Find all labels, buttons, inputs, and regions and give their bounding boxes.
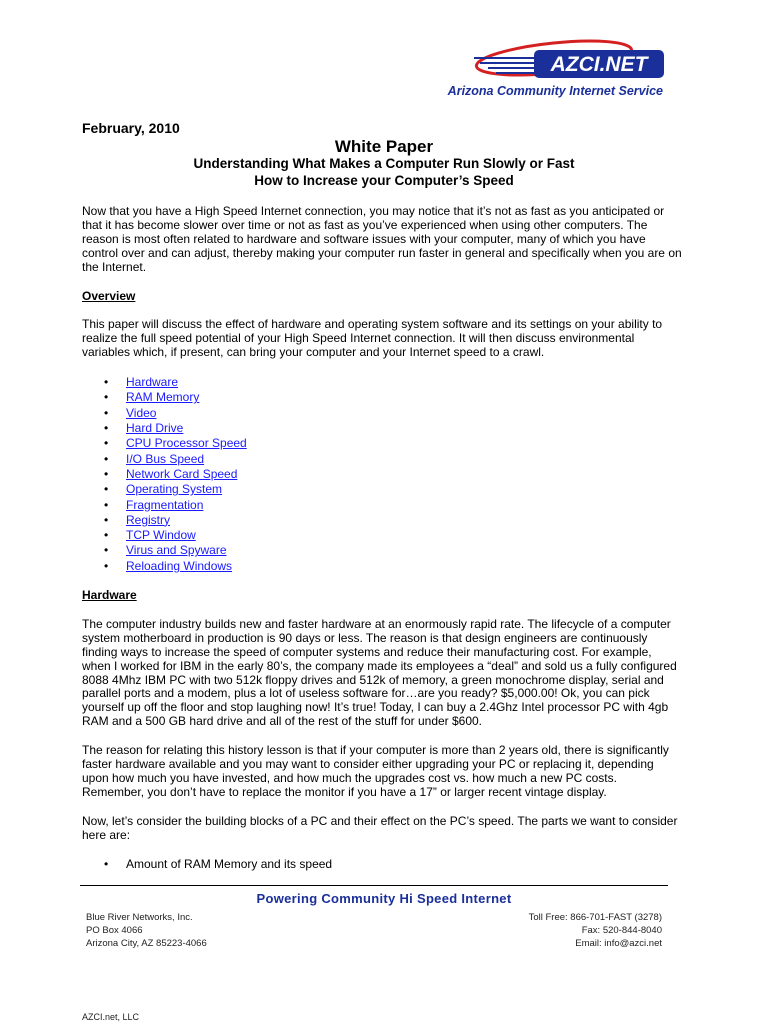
toc-link-ram-memory[interactable]: RAM Memory <box>126 390 200 405</box>
overview-heading: Overview <box>82 288 136 303</box>
toc-link-network-card-speed[interactable]: Network Card Speed <box>126 466 238 481</box>
address-line: Arizona City, AZ 85223-4066 <box>86 938 207 949</box>
toc-item <box>126 543 682 558</box>
toc-item <box>126 498 682 513</box>
toc-link-tcp-window[interactable]: TCP Window <box>126 528 196 543</box>
footer-slogan: Powering Community Hi Speed Internet <box>256 891 512 906</box>
address-line: Blue River Networks, Inc. <box>86 912 193 923</box>
toc-item <box>126 406 682 421</box>
toc-link-io-bus-speed[interactable]: I/O Bus Speed <box>126 451 205 466</box>
azci-logo <box>466 36 666 86</box>
toc-link-hard-drive[interactable]: Hard Drive <box>126 421 184 436</box>
toc-link-operating-system[interactable]: Operating System <box>126 482 223 497</box>
toc-link-cpu-speed[interactable]: CPU Processor Speed <box>126 436 247 451</box>
toc-link-video[interactable]: Video <box>126 405 157 420</box>
document-title: White Paper <box>334 137 434 156</box>
document-date: February, 2010 <box>82 120 180 136</box>
table-of-contents <box>82 375 682 574</box>
logo-text: AZCI.NET <box>550 53 648 76</box>
toc-link-hardware[interactable]: Hardware <box>126 375 179 390</box>
address-line: PO Box 4066 <box>86 925 143 936</box>
toc-item <box>126 528 682 543</box>
footer-divider <box>80 885 668 886</box>
toc-link-virus-spyware[interactable]: Virus and Spyware <box>126 543 227 558</box>
hardware-paragraph-3: Now, let’s consider the building blocks of a PC and their effect on the PC’s speed. The parts we want to consider here are: <box>82 813 678 842</box>
document-body <box>82 205 682 872</box>
toc-link-registry[interactable]: Registry <box>126 512 171 527</box>
toc-item <box>126 559 682 574</box>
overview-paragraph: This paper will discuss the effect of hardware and operating system software and its settings on your ability to realize the full speed potential of your High Speed Internet connection. It will then discuss environmental variables which, if present, can bring your computer and your Internet speed to a crawl. <box>82 317 663 360</box>
toc-item <box>126 482 682 497</box>
toc-item <box>126 513 682 528</box>
toc-item <box>126 421 682 436</box>
toc-item <box>126 375 682 390</box>
tagline: Arizona Community Internet Service <box>447 84 663 98</box>
toc-item <box>126 390 682 405</box>
pc-parts-list <box>82 858 682 872</box>
hardware-heading: Hardware <box>82 588 137 603</box>
company-name: AZCI.net, LLC <box>82 1012 140 1022</box>
contact-phone: Toll Free: 866-701-FAST (3278) <box>528 912 662 923</box>
list-item: • Amount of RAM Memory and its speed <box>126 858 682 872</box>
contact-email: Email: info@azci.net <box>575 938 662 949</box>
contact-fax: Fax: 520-844-8040 <box>581 925 662 936</box>
toc-link-reloading-windows[interactable]: Reloading Windows <box>126 558 233 573</box>
intro-paragraph: Now that you have a High Speed Internet connection, you may notice that it’s not as fast as you anticipated or that it has become slower over time or not as fast as you’ve experienced when using other computers. The reason is most often related to hardware and software issues with your computer, many of which you have control over and can adjust, thereby making your computer run faster in general and specifically when you are on the Internet. <box>82 204 682 274</box>
hardware-paragraph-1: The computer industry builds new and faster hardware at an enormously rapid rate. The lifecycle of a computer system motherboard in production is 90 days or less. The reason is that design engineers are continuously finding ways to increase the speed of computer systems and reduce their manufacturing cost. For example, when I worked for IBM in the early 80’s, the company made its employees a “deal” and sold us a fully configured 8088 4Mhz IBM PC with two 512k floppy drives and 512k of memory, a green monochrome display, serial and parallel ports and a modem, plus a lot of useless software for…are you ready? $5,000.00! Ok, you can pick yourself up off the floor and stop laughing now! It’s true! Today, I can buy a 2.4Ghz Intel processor PC with 4gb RAM and a 500 GB hard drive and all of the rest of the stuff for under $600. <box>82 616 677 729</box>
toc-item <box>126 452 682 467</box>
document-subtitle-1: Understanding What Makes a Computer Run Slowly or Fast <box>193 156 575 171</box>
document-subtitle-2: How to Increase your Computer’s Speed <box>254 173 514 188</box>
toc-item <box>126 436 682 451</box>
footer-address <box>86 911 207 950</box>
toc-link-fragmentation[interactable]: Fragmentation <box>126 497 204 512</box>
toc-item <box>126 467 682 482</box>
hardware-paragraph-2: The reason for relating this history lesson is that if your computer is more than 2 years old, there is significantly faster hardware available and you may want to consider either upgrading your PC or replacing it, depending upon how much you have invested, and how much the upgrades cost vs. how much a new PC costs. Remember, you don’t have to replace the monitor if you have a 17” or larger recent vintage display. <box>82 743 669 799</box>
footer-contact <box>529 911 662 950</box>
